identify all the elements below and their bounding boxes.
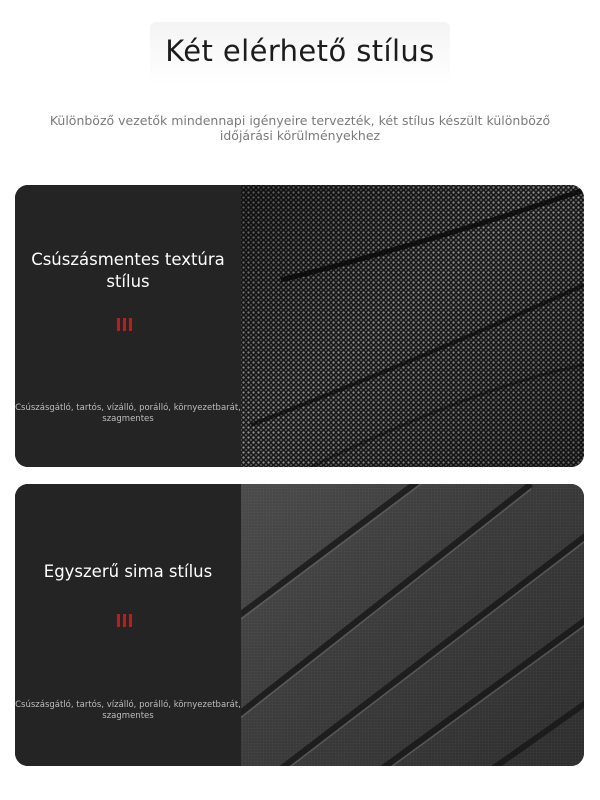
page-subtitle: Különböző vezetők mindennapi igényeire tervezték, két stílus készült különböző időjárási körülményekhez [49,113,551,143]
style-card-info [15,484,241,766]
accent-bars-icon [117,614,132,627]
textured-mat-photo [241,185,584,467]
style-card-title: Csúszásmentes textúra stílus [31,250,225,291]
style-card-description: Csúszásgátló, tartós, vízálló, porálló, környezetbarát, szagmentes [15,403,241,424]
style-card-info [15,185,241,467]
page-title: Két elérhető stílus [165,34,435,68]
style-card-title: Egyszerű sima stílus [43,562,213,581]
mat-groove-lines [241,484,584,766]
style-card-smooth [15,484,584,766]
style-card-description: Csúszásgátló, tartós, vízálló, porálló, környezetbarát, szagmentes [15,700,241,721]
accent-bars-icon [117,318,132,331]
style-card-textured [15,185,584,467]
smooth-mat-photo [241,484,584,766]
